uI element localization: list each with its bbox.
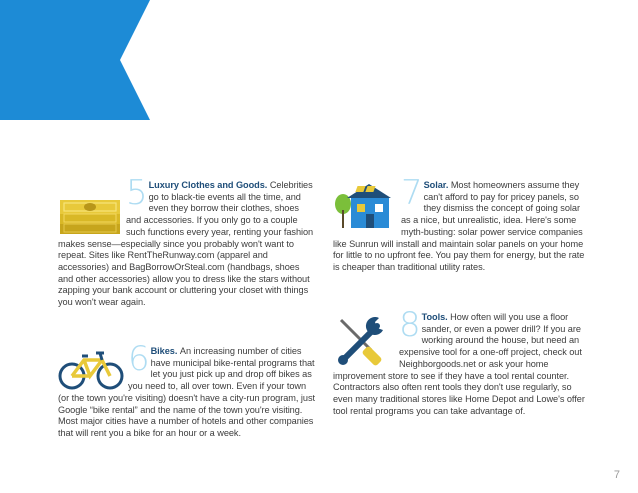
tip-title: Tools. [421, 312, 451, 322]
tip-6-bikes [58, 339, 316, 440]
tip-number: 7 [401, 173, 423, 213]
solar-house-icon [333, 182, 395, 230]
tip-title: Solar. [423, 180, 451, 190]
tip-8-tools [333, 305, 591, 417]
tip-number: 6 [128, 339, 150, 379]
tip-title: Bikes. [150, 346, 180, 356]
bicycle-icon [58, 350, 124, 392]
tip-body: An increasing number of cities have municipal bike-rental programs that let you just pick up and drop off bikes as you need to, all over town. Even if your town (or the town you're visiting) doesn't have a city-run program, just Google “bike rental” and the name of the town you're visiting. Most major cities have a number of hotels and other companies that will rent you a bike for an hour or a week. [58, 346, 316, 438]
tip-5-luxury-goods [58, 173, 316, 309]
blue-ribbon-banner [0, 0, 150, 130]
tip-body: Most homeowners assume they can't afford to pay for pricey panels, so they dismiss the concept of going solar as a nice, but unrealistic, idea. Here's some myth-busting: solar power service companies like Sunrun will install and maintain solar panels on your home for little to no upfront fee. You pay them for energy, but the rate is cheaper than traditional utility rates. [333, 180, 585, 272]
tip-number: 5 [126, 173, 148, 213]
tip-title: Luxury Clothes and Goods. [148, 180, 270, 190]
tip-body: Celebrities go to black-tie events all the time, and even they borrow their clothes, shoes and accessories. If you only go to a couple such functions every year, renting your fashion makes sense—especially since you probably won't want to repeat. Sites like RentTheRunway.com (apparel and accessories) and BagBorrowOrSteal.com (handbags, shoes and other accessories) allow you to dress like the stars without zapping your bank account or cluttering your closet with things you won't wear again. [58, 180, 314, 308]
page-number: 7 [613, 469, 620, 481]
tip-body: How often will you use a floor sander, or even a power drill? If you are working around the house, but need an expensive tool for a one-off project, check out Neighborgoods.net or ask your home improvement store to see if they have a tool rental counter. Contractors also often rent tools they don't use regularly, so even many traditional stores like Home Depot and Lowe's offer tool rental programs you can take advantage of. [333, 312, 585, 416]
tip-number: 8 [399, 305, 421, 345]
money-stack-icon [58, 192, 122, 238]
tip-7-solar [333, 173, 591, 274]
wrench-screwdriver-icon [333, 312, 389, 368]
